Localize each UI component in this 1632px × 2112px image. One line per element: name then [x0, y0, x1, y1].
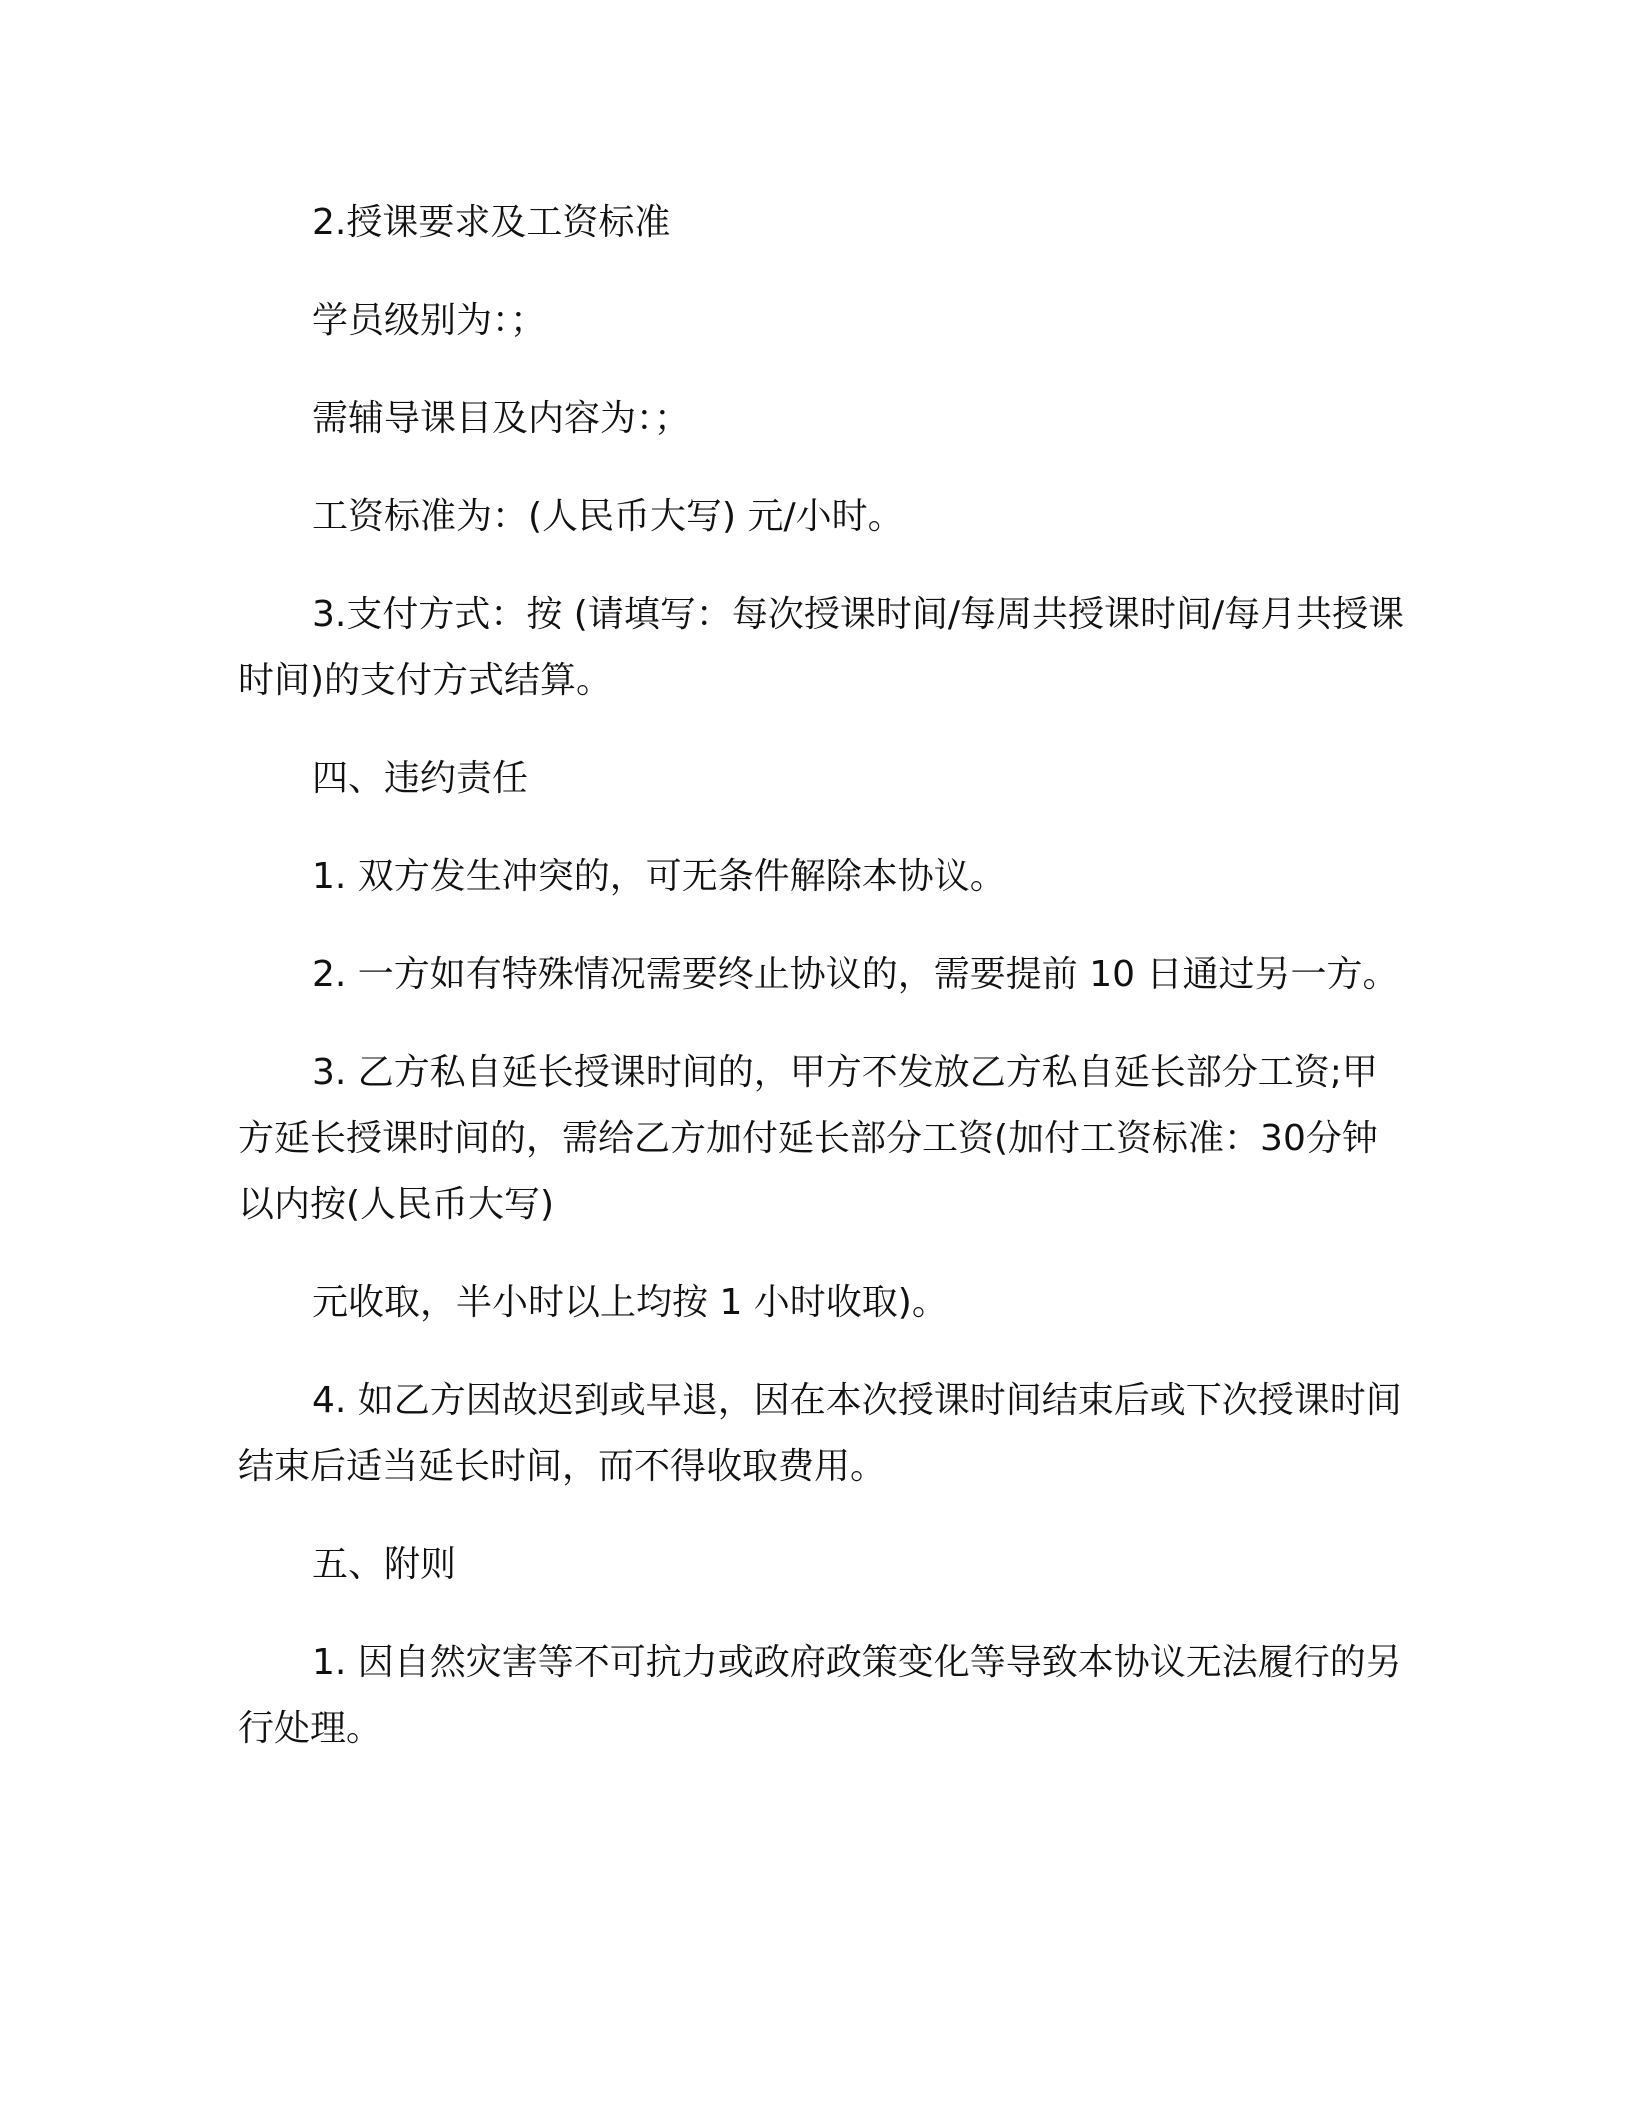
paragraph-supplementary-1: 1. 因自然灾害等不可抗力或政府政策变化等导致本协议无法履行的另行处理。 — [238, 1642, 1402, 1749]
paragraph-breach-2: 2. 一方如有特殊情况需要终止协议的，需要提前 10 日通过另一方。 — [312, 954, 1399, 995]
paragraph-payment-method: 3.支付方式：按 (请填写：每次授课时间/每周共授课时间/每月共授课时间)的支付方式结算。 — [238, 594, 1405, 701]
paragraph-wage-standard: 工资标准为：(人民币大写) 元/小时。 — [312, 496, 904, 537]
document-body — [238, 190, 1408, 1794]
section-heading-breach: 四、违约责任 — [312, 758, 529, 799]
paragraph-teaching-requirements: 2.授课要求及工资标准 — [312, 202, 671, 243]
paragraph-breach-1: 1. 双方发生冲突的，可无条件解除本协议。 — [312, 856, 1006, 897]
paragraph-breach-3-cont: 元收取，半小时以上均按 1 小时收取)。 — [312, 1282, 948, 1323]
paragraph-subjects: 需辅导课目及内容为：； — [312, 398, 691, 439]
paragraph-student-level: 学员级别为：； — [312, 300, 547, 341]
section-heading-supplementary: 五、附则 — [312, 1544, 457, 1585]
paragraph-breach-3: 3. 乙方私自延长授课时间的，甲方不发放乙方私自延长部分工资;甲方延长授课时间的，需给乙方加付延长部分工资(加付工资标准：30分钟以内按(人民币大写) — [238, 1052, 1378, 1225]
paragraph-breach-4: 4. 如乙方因故迟到或早退，因在本次授课时间结束后或下次授课时间结束后适当延长时间，而不得收取费用。 — [238, 1380, 1402, 1487]
